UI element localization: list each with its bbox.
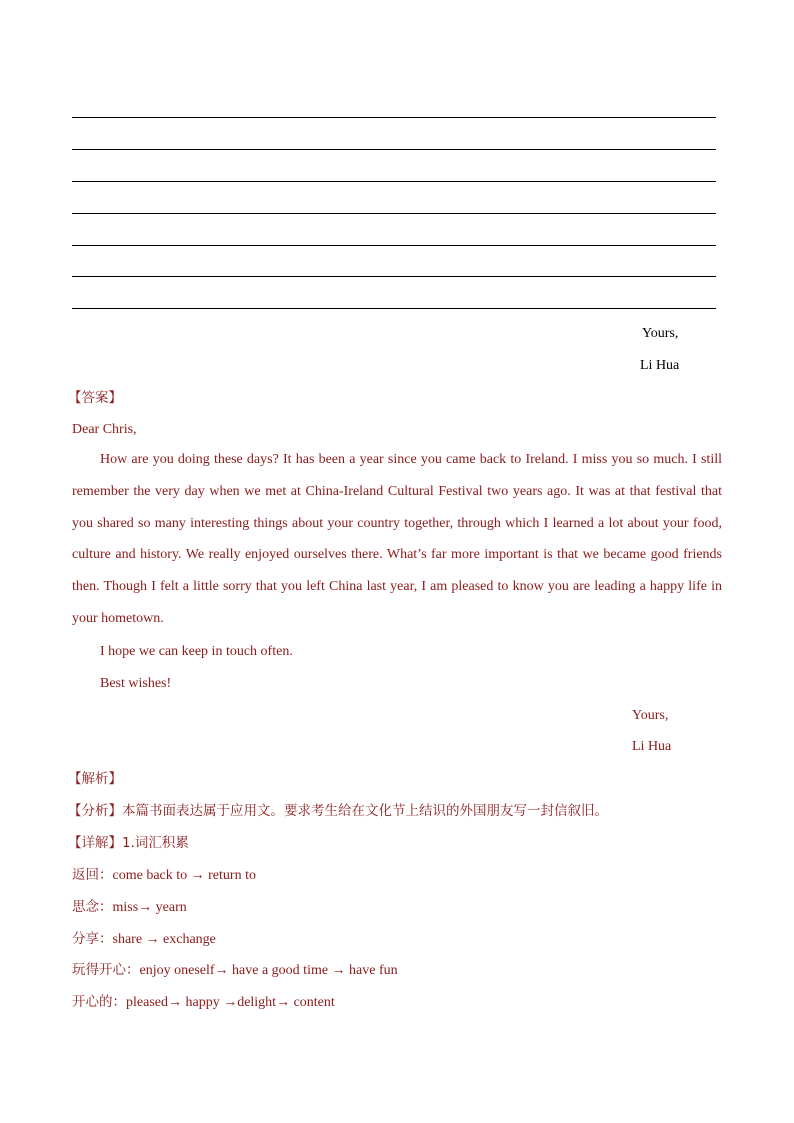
writing-line: [72, 276, 716, 277]
writing-line: [72, 308, 716, 309]
xiangjie-text: 1.词汇积累: [122, 835, 189, 851]
xiangjie-label: 【详解】: [68, 835, 122, 851]
vocab-item: 思念：miss→ yearn: [72, 899, 187, 915]
writing-line: [72, 213, 716, 214]
writing-line: [72, 149, 716, 150]
vocab-item: 分享：share → exchange: [72, 931, 216, 947]
answer-label: 【答案】: [68, 390, 122, 406]
signature: Li Hua: [632, 739, 672, 754]
letter-para-3: Best wishes!: [100, 676, 172, 691]
closing: Yours,: [632, 708, 669, 723]
vocab-item: 开心的：pleased→ happy →delight→ content: [72, 994, 335, 1010]
writing-line: [72, 245, 716, 246]
fenxi-label: 【分析】: [68, 803, 122, 819]
vocab-item: 玩得开心：enjoy oneself→ have a good time → have fun: [72, 962, 398, 978]
letter-body: How are you doing these days? It has been a year since you came back to Ireland. I miss you so much. I still remember the very day when we met at China-Ireland Cultural Festival two years ago. It was at that festival that you shared so many interesting things about your country together, through which I learned a lot about your food, culture and history. We really enjoyed ourselves there. What’s far more important is that we became good friends then. Though I felt a little sorry that you left China last year, I am pleased to know you are leading a happy life in your hometown.: [72, 452, 722, 626]
analysis-fenxi: [68, 802, 608, 820]
writing-line: [72, 117, 716, 118]
analysis-label: 【解析】: [68, 771, 122, 787]
analysis-xiangjie: [68, 834, 189, 852]
fenxi-text: 本篇书面表达属于应用文。要求考生给在文化节上结识的外国朋友写一封信叙旧。: [122, 803, 608, 819]
letter-para-2: I hope we can keep in touch often.: [100, 644, 293, 659]
vocab-item: 返回：come back to → return to: [72, 867, 256, 883]
writing-line: [72, 181, 716, 182]
signature-top: Li Hua: [640, 358, 680, 373]
salutation: Dear Chris,: [72, 422, 137, 437]
closing-top: Yours,: [642, 326, 679, 341]
